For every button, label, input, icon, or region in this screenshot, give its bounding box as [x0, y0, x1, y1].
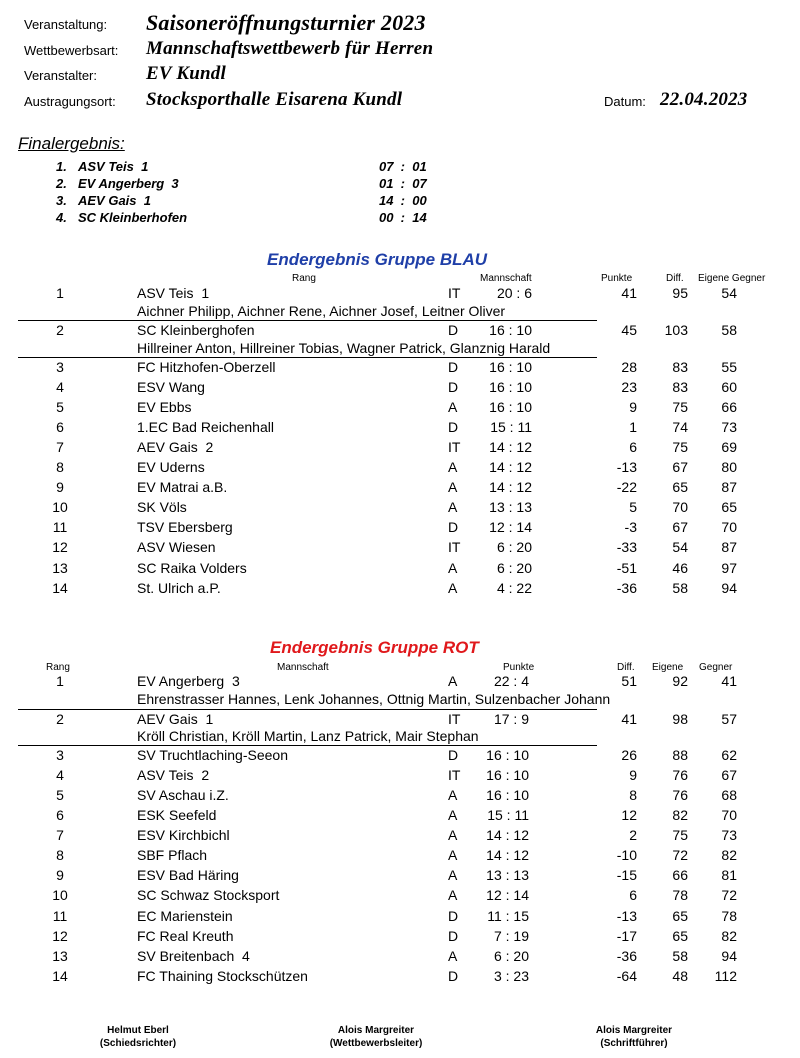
- own-opponent-cell: 62: [721, 747, 737, 763]
- own-opponent-cell: 57: [721, 711, 737, 727]
- signature-name: Alois Margreiter: [337, 1025, 415, 1036]
- rank-cell: 12: [52, 928, 68, 944]
- points-cell: -33: [616, 539, 637, 555]
- final-title: Finalergebnis:: [18, 134, 125, 153]
- table-row: [0, 419, 800, 439]
- rank-cell: 7: [56, 827, 64, 843]
- diff-cell: 82: [672, 807, 688, 823]
- own-opponent-cell: 112: [714, 968, 737, 984]
- organizer-label: Veranstalter:: [24, 68, 97, 83]
- points-cell: -13: [616, 908, 637, 924]
- team-cell: AEV Gais 1: [137, 711, 214, 727]
- score-cell: 4 : 22: [496, 580, 532, 596]
- table-row: [0, 807, 800, 827]
- points-cell: 41: [621, 711, 637, 727]
- own-opponent-cell: 54: [721, 285, 737, 301]
- final-place: 1.: [56, 159, 67, 174]
- diff-cell: 74: [672, 419, 688, 435]
- score-cell: 11 : 15: [487, 908, 529, 924]
- own-opponent-cell: 66: [721, 399, 737, 415]
- own-opponent-cell: 78: [721, 908, 737, 924]
- points-cell: 51: [621, 673, 637, 689]
- table-row: [0, 580, 800, 600]
- own-opponent-cell: 72: [721, 887, 737, 903]
- country-cell: A: [448, 499, 458, 515]
- team-cell: ASV Teis 1: [137, 285, 210, 301]
- final-team: ASV Teis 1: [78, 159, 149, 174]
- group-rot-title: Endergebnis Gruppe ROT: [270, 638, 479, 657]
- points-cell: 45: [621, 322, 637, 338]
- country-cell: A: [448, 948, 458, 964]
- team-cell: SBF Pflach: [137, 847, 208, 863]
- team-cell: SC Raika Volders: [137, 560, 247, 576]
- points-cell: -51: [616, 560, 637, 576]
- final-score: 07 : 01: [379, 159, 427, 174]
- score-cell: 16 : 10: [486, 747, 529, 763]
- country-cell: IT: [448, 711, 461, 727]
- event-value: Saisoneröffnungsturnier 2023: [146, 10, 426, 35]
- group-blau-title: Endergebnis Gruppe BLAU: [267, 250, 488, 269]
- organizer-value: EV Kundl: [146, 63, 226, 84]
- country-cell: A: [448, 459, 458, 475]
- score-cell: 22 : 4: [493, 673, 529, 689]
- col-eigene-header: Eigene: [652, 662, 684, 673]
- table-row: [0, 827, 800, 847]
- team-cell: ESK Seefeld: [137, 807, 217, 823]
- table-row: [0, 928, 800, 948]
- score-cell: 16 : 10: [489, 359, 532, 375]
- country-cell: IT: [448, 285, 461, 301]
- team-cell: SC Kleinberghofen: [137, 322, 255, 338]
- diff-cell: 75: [672, 827, 688, 843]
- col-punkte-header: Punkte: [601, 273, 633, 284]
- diff-cell: 54: [672, 539, 688, 555]
- rank-cell: 4: [56, 767, 64, 783]
- rank-cell: 2: [56, 711, 64, 727]
- rank-cell: 9: [56, 479, 64, 495]
- own-opponent-cell: 41: [721, 673, 737, 689]
- score-cell: 16 : 10: [489, 322, 532, 338]
- country-cell: A: [448, 827, 458, 843]
- own-opponent-cell: 60: [721, 379, 737, 395]
- table-row: [0, 499, 800, 519]
- final-team: AEV Gais 1: [78, 193, 151, 208]
- rank-cell: 3: [56, 359, 64, 375]
- diff-cell: 65: [672, 908, 688, 924]
- own-opponent-cell: 58: [721, 322, 737, 338]
- diff-cell: 78: [672, 887, 688, 903]
- rank-cell: 11: [52, 519, 68, 535]
- rank-cell: 1: [56, 285, 64, 301]
- score-cell: 15 : 11: [490, 419, 532, 435]
- table-row: [0, 747, 800, 767]
- signature-role: (Wettbewerbsleiter): [329, 1038, 423, 1049]
- row-divider: [18, 745, 597, 746]
- team-cell: SV Truchtlaching-Seeon: [137, 747, 288, 763]
- diff-cell: 92: [672, 673, 688, 689]
- table-row: [0, 322, 800, 342]
- score-cell: 12 : 14: [486, 887, 529, 903]
- final-score: 14 : 00: [379, 193, 427, 208]
- country-cell: D: [448, 908, 459, 924]
- country-cell: D: [448, 419, 459, 435]
- table-row: [0, 459, 800, 479]
- event-label: Veranstaltung:: [24, 17, 108, 32]
- diff-cell: 88: [672, 747, 688, 763]
- score-cell: 17 : 9: [493, 711, 529, 727]
- team-cell: TSV Ebersberg: [137, 519, 233, 535]
- own-opponent-cell: 67: [721, 767, 737, 783]
- team-cell: EV Ebbs: [137, 399, 192, 415]
- player-list: Hillreiner Anton, Hillreiner Tobias, Wagner Patrick, Glanznig Harald: [137, 340, 551, 356]
- table-row: [0, 539, 800, 559]
- rank-cell: 12: [52, 539, 68, 555]
- diff-cell: 48: [672, 968, 688, 984]
- own-opponent-cell: 80: [721, 459, 737, 475]
- own-opponent-cell: 87: [721, 479, 737, 495]
- points-cell: 1: [629, 419, 637, 435]
- rank-cell: 14: [52, 580, 68, 596]
- signature-referee: [58, 1024, 218, 1050]
- team-cell: EC Marienstein: [137, 908, 233, 924]
- country-cell: A: [448, 580, 458, 596]
- table-row: [0, 847, 800, 867]
- team-cell: ASV Wiesen: [137, 539, 216, 555]
- diff-cell: 67: [672, 459, 688, 475]
- diff-cell: 95: [672, 285, 688, 301]
- signature-role: (Schriftführer): [600, 1038, 668, 1049]
- country-cell: D: [448, 322, 459, 338]
- country-cell: D: [448, 968, 459, 984]
- table-row: [0, 908, 800, 928]
- points-cell: -13: [616, 459, 637, 475]
- diff-cell: 58: [672, 948, 688, 964]
- table-row: [0, 673, 800, 693]
- score-cell: 6 : 20: [493, 948, 529, 964]
- rank-cell: 8: [56, 459, 64, 475]
- team-cell: AEV Gais 2: [137, 439, 214, 455]
- diff-cell: 83: [672, 359, 688, 375]
- col-diff-header: Diff.: [617, 662, 635, 673]
- score-cell: 14 : 12: [486, 847, 529, 863]
- table-row: [0, 479, 800, 499]
- country-cell: D: [448, 359, 459, 375]
- country-cell: D: [448, 519, 459, 535]
- team-cell: SV Breitenbach 4: [137, 948, 250, 964]
- own-opponent-cell: 94: [721, 948, 737, 964]
- country-cell: IT: [448, 539, 461, 555]
- final-place: 2.: [56, 176, 67, 191]
- country-cell: D: [448, 928, 459, 944]
- score-cell: 16 : 10: [489, 379, 532, 395]
- table-row: [0, 399, 800, 419]
- final-team: EV Angerberg 3: [78, 176, 179, 191]
- diff-cell: 58: [672, 580, 688, 596]
- diff-cell: 75: [672, 399, 688, 415]
- table-row: [0, 867, 800, 887]
- signature-name: Alois Margreiter: [595, 1025, 673, 1036]
- team-cell: EV Angerberg 3: [137, 673, 240, 689]
- diff-cell: 103: [664, 322, 688, 338]
- final-score: 01 : 07: [379, 176, 427, 191]
- col-rang-header: Rang: [46, 662, 70, 673]
- team-cell: ESV Bad Häring: [137, 867, 239, 883]
- score-cell: 16 : 10: [486, 767, 529, 783]
- points-cell: 6: [629, 439, 637, 455]
- row-divider: [18, 709, 597, 710]
- score-cell: 20 : 6: [496, 285, 532, 301]
- score-cell: 7 : 19: [493, 928, 529, 944]
- date-label: Datum:: [604, 94, 646, 109]
- venue-value: Stocksporthalle Eisarena Kundl: [146, 89, 403, 110]
- points-cell: -64: [616, 968, 637, 984]
- rank-cell: 13: [52, 560, 68, 576]
- rank-cell: 5: [56, 399, 64, 415]
- diff-cell: 65: [672, 479, 688, 495]
- points-cell: 26: [621, 747, 637, 763]
- row-divider: [18, 320, 597, 321]
- own-opponent-cell: 87: [721, 539, 737, 555]
- score-cell: 14 : 12: [489, 459, 532, 475]
- diff-cell: 65: [672, 928, 688, 944]
- col-punkte-header: Punkte: [503, 662, 535, 673]
- team-cell: ESV Kirchbichl: [137, 827, 230, 843]
- country-cell: IT: [448, 439, 461, 455]
- table-row: [0, 767, 800, 787]
- country-cell: A: [448, 673, 458, 689]
- table-row: [0, 285, 800, 305]
- table-row: [0, 439, 800, 459]
- own-opponent-cell: 97: [721, 560, 737, 576]
- signature-competition-leader: [296, 1024, 456, 1050]
- team-cell: SK Völs: [137, 499, 187, 515]
- diff-cell: 75: [672, 439, 688, 455]
- rank-cell: 6: [56, 807, 64, 823]
- player-list: Aichner Philipp, Aichner Rene, Aichner Josef, Leitner Oliver: [137, 303, 506, 319]
- country-cell: IT: [448, 767, 461, 783]
- country-cell: A: [448, 787, 458, 803]
- own-opponent-cell: 65: [721, 499, 737, 515]
- score-cell: 13 : 13: [486, 867, 529, 883]
- table-row: [0, 560, 800, 580]
- signature-secretary: [554, 1024, 714, 1050]
- score-cell: 6 : 20: [496, 560, 532, 576]
- col-eigene-gegner-header: Eigene Gegner: [698, 273, 766, 284]
- points-cell: 28: [621, 359, 637, 375]
- points-cell: -3: [624, 519, 637, 535]
- score-cell: 6 : 20: [496, 539, 532, 555]
- venue-label: Austragungsort:: [24, 94, 116, 109]
- own-opponent-cell: 82: [721, 847, 737, 863]
- points-cell: 9: [629, 399, 637, 415]
- rank-cell: 5: [56, 787, 64, 803]
- rank-cell: 9: [56, 867, 64, 883]
- score-cell: 14 : 12: [489, 479, 532, 495]
- team-cell: FC Thaining Stockschützen: [137, 968, 308, 984]
- rank-cell: 14: [52, 968, 68, 984]
- points-cell: 23: [621, 379, 637, 395]
- table-row: [0, 519, 800, 539]
- col-diff-header: Diff.: [666, 273, 684, 284]
- diff-cell: 76: [672, 767, 688, 783]
- date-value: 22.04.2023: [660, 89, 748, 110]
- country-cell: A: [448, 399, 458, 415]
- own-opponent-cell: 70: [721, 519, 737, 535]
- score-cell: 16 : 10: [486, 787, 529, 803]
- own-opponent-cell: 82: [721, 928, 737, 944]
- rank-cell: 10: [52, 499, 68, 515]
- rank-cell: 10: [52, 887, 68, 903]
- own-opponent-cell: 94: [721, 580, 737, 596]
- rank-cell: 3: [56, 747, 64, 763]
- score-cell: 3 : 23: [493, 968, 529, 984]
- diff-cell: 67: [672, 519, 688, 535]
- diff-cell: 66: [672, 867, 688, 883]
- table-row: [0, 887, 800, 907]
- points-cell: 9: [629, 767, 637, 783]
- own-opponent-cell: 70: [721, 807, 737, 823]
- diff-cell: 70: [672, 499, 688, 515]
- table-row: [0, 787, 800, 807]
- rank-cell: 13: [52, 948, 68, 964]
- rank-cell: 6: [56, 419, 64, 435]
- score-cell: 13 : 13: [489, 499, 532, 515]
- country-cell: D: [448, 379, 459, 395]
- score-cell: 15 : 11: [487, 807, 529, 823]
- score-cell: 16 : 10: [489, 399, 532, 415]
- diff-cell: 83: [672, 379, 688, 395]
- signature-role: (Schiedsrichter): [99, 1038, 177, 1049]
- final-place: 3.: [56, 193, 67, 208]
- team-cell: St. Ulrich a.P.: [137, 580, 221, 596]
- team-cell: SV Aschau i.Z.: [137, 787, 229, 803]
- diff-cell: 46: [672, 560, 688, 576]
- type-label: Wettbewerbsart:: [24, 43, 119, 58]
- col-team-header: Mannschaft: [480, 273, 532, 284]
- score-cell: 12 : 14: [489, 519, 532, 535]
- type-value: Mannschaftswettbewerb für Herren: [146, 38, 434, 59]
- country-cell: A: [448, 560, 458, 576]
- diff-cell: 98: [672, 711, 688, 727]
- rank-cell: 8: [56, 847, 64, 863]
- country-cell: A: [448, 867, 458, 883]
- rank-cell: 1: [56, 673, 64, 689]
- team-cell: ASV Teis 2: [137, 767, 210, 783]
- team-cell: ESV Wang: [137, 379, 205, 395]
- own-opponent-cell: 69: [721, 439, 737, 455]
- rank-cell: 11: [52, 908, 68, 924]
- own-opponent-cell: 81: [721, 867, 737, 883]
- signature-name: Helmut Eberl: [107, 1025, 169, 1036]
- points-cell: -10: [616, 847, 637, 863]
- col-team-header: Mannschaft: [277, 662, 329, 673]
- table-row: [0, 948, 800, 968]
- player-list: Ehrenstrasser Hannes, Lenk Johannes, Ottnig Martin, Sulzenbacher Johann: [137, 691, 611, 707]
- col-rang-header: Rang: [292, 273, 316, 284]
- team-cell: EV Matrai a.B.: [137, 479, 228, 495]
- points-cell: 41: [621, 285, 637, 301]
- country-cell: A: [448, 847, 458, 863]
- country-cell: A: [448, 479, 458, 495]
- points-cell: 2: [629, 827, 637, 843]
- diff-cell: 76: [672, 787, 688, 803]
- team-cell: 1.EC Bad Reichenhall: [137, 419, 274, 435]
- score-cell: 14 : 12: [486, 827, 529, 843]
- team-cell: FC Real Kreuth: [137, 928, 234, 944]
- score-cell: 14 : 12: [489, 439, 532, 455]
- rank-cell: 4: [56, 379, 64, 395]
- points-cell: -22: [616, 479, 637, 495]
- final-team: SC Kleinberhofen: [78, 210, 188, 225]
- points-cell: -15: [616, 867, 637, 883]
- points-cell: 8: [629, 787, 637, 803]
- own-opponent-cell: 73: [721, 419, 737, 435]
- team-cell: EV Uderns: [137, 459, 205, 475]
- points-cell: 5: [629, 499, 637, 515]
- country-cell: D: [448, 747, 459, 763]
- diff-cell: 72: [672, 847, 688, 863]
- table-row: [0, 379, 800, 399]
- rank-cell: 2: [56, 322, 64, 338]
- points-cell: -36: [616, 580, 637, 596]
- player-list: Kröll Christian, Kröll Martin, Lanz Patrick, Mair Stephan: [137, 728, 479, 744]
- table-row: [0, 359, 800, 379]
- table-row: [0, 968, 800, 988]
- points-cell: 12: [621, 807, 637, 823]
- points-cell: -36: [616, 948, 637, 964]
- points-cell: 6: [629, 887, 637, 903]
- rank-cell: 7: [56, 439, 64, 455]
- col-gegner-header: Gegner: [699, 662, 733, 673]
- points-cell: -17: [616, 928, 637, 944]
- own-opponent-cell: 55: [721, 359, 737, 375]
- country-cell: A: [448, 887, 458, 903]
- team-cell: FC Hitzhofen-Oberzell: [137, 359, 276, 375]
- own-opponent-cell: 68: [721, 787, 737, 803]
- team-cell: SC Schwaz Stocksport: [137, 887, 280, 903]
- row-divider: [18, 357, 597, 358]
- final-score: 00 : 14: [379, 210, 427, 225]
- country-cell: A: [448, 807, 458, 823]
- own-opponent-cell: 73: [721, 827, 737, 843]
- final-place: 4.: [56, 210, 67, 225]
